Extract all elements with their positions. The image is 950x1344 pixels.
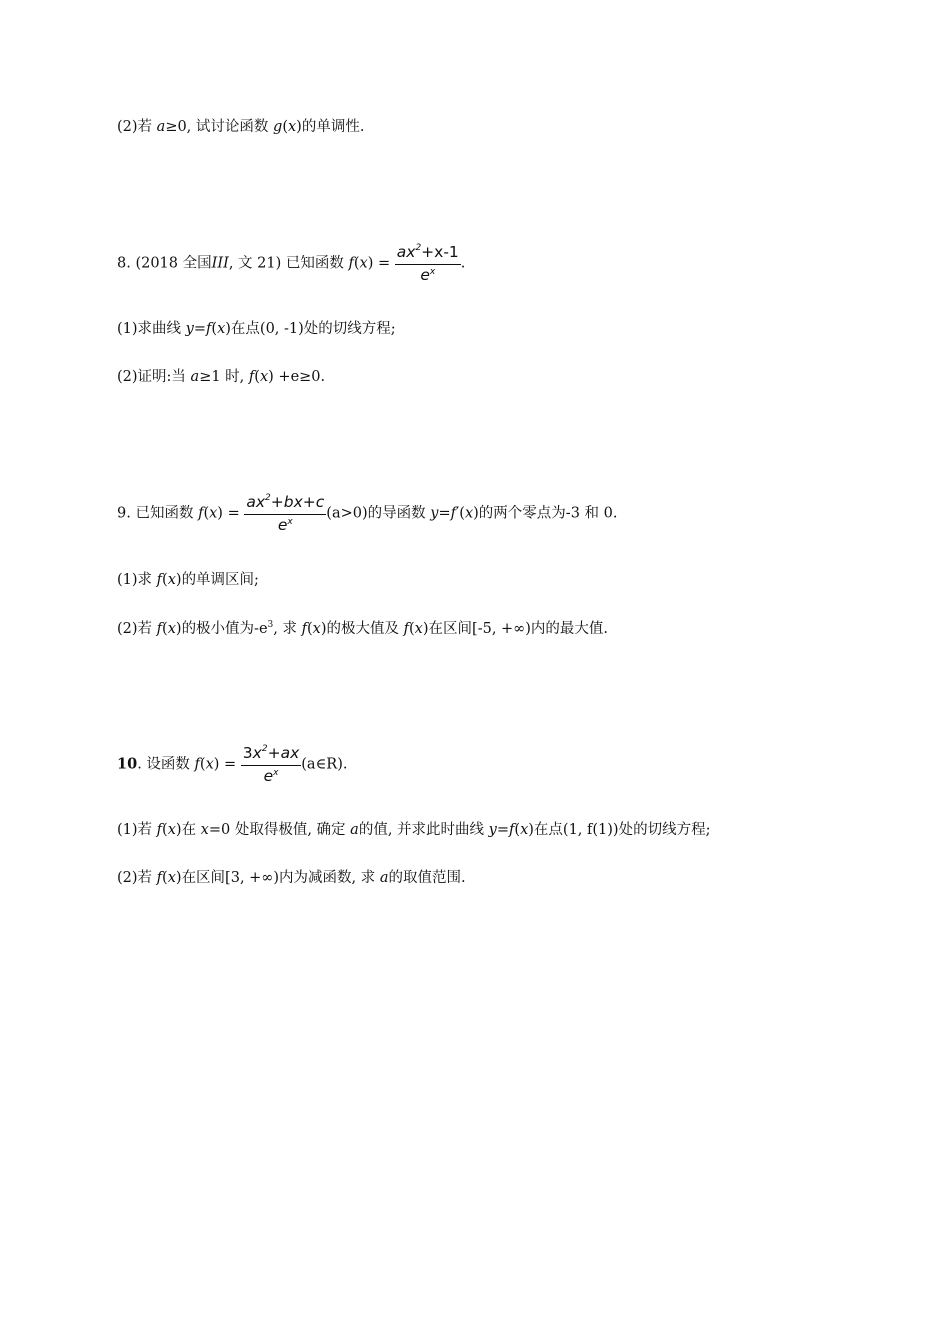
denominator: $e^x$ <box>277 515 293 534</box>
problem-8-header: 8. (2018 全国III, 文 21) 已知函数 f(x) = $\frac{ax^2+x-1}{e^x}$ . <box>117 243 466 284</box>
numerator: $ax^2+bx+c$ <box>244 494 326 515</box>
fraction <box>395 244 461 283</box>
denominator: $e^x$ <box>263 766 279 785</box>
var-a: a <box>156 119 166 135</box>
period: . <box>460 255 466 272</box>
var-x: x <box>287 119 297 135</box>
numerator: $ax^2+x-1$ <box>395 244 461 265</box>
equals: = <box>373 255 391 272</box>
problem-7-part-2: (2)若 a≥0, 试讨论函数 g(x)的单调性. <box>117 119 365 135</box>
roman-numeral: III <box>211 255 229 272</box>
text: ≥0, 试讨论函数 <box>165 119 274 135</box>
text: , 文 21) 已知函数 <box>228 255 349 272</box>
fraction <box>244 494 326 533</box>
problem-8-part-2: (2)证明:当 a≥1 时, f(x) +e≥0. <box>117 369 326 385</box>
fraction <box>241 745 301 784</box>
problem-9-part-2: (2)若 f(x)的极小值为$-e^3$, 求 f(x)的极大值及 f(x)在区间[-5, +∞)内的最大值. <box>117 620 609 637</box>
var-f: f <box>348 255 354 272</box>
var-x: x <box>359 255 368 272</box>
problem-10-part-2: (2)若 f(x)在区间[3, +∞)内为减函数, 求 a的取值范围. <box>117 870 466 886</box>
problem-8-part-1: (1)求曲线 y=f(x)在点(0, -1)处的切线方程; <box>117 321 396 337</box>
text: (2)若 <box>117 119 157 135</box>
denominator: $e^x$ <box>420 265 436 284</box>
problem-10-header: 10. 设函数 f(x) = $\frac{3x^2+ax}{e^x}$ (a∈R). <box>117 744 348 785</box>
problem-9-header: 9. 已知函数 f(x) = $\frac{ax^2+bx+c}{e^x}$ (a>0)的导函数 y=f′(x)的两个零点为-3 和 0. <box>117 493 618 534</box>
problem-9-part-1: (1)求 f(x)的单调区间; <box>117 572 259 588</box>
numerator: $3x^2+ax$ <box>241 745 301 766</box>
text: 的单调性. <box>301 119 365 135</box>
problem-10-part-1: (1)若 f(x)在 x=0 处取得极值, 确定 a的值, 并求此时曲线 y=f(x)在点(1, f(1))处的切线方程; <box>117 822 711 838</box>
text: 8. (2018 全国 <box>117 255 212 272</box>
var-g: g <box>273 119 283 135</box>
